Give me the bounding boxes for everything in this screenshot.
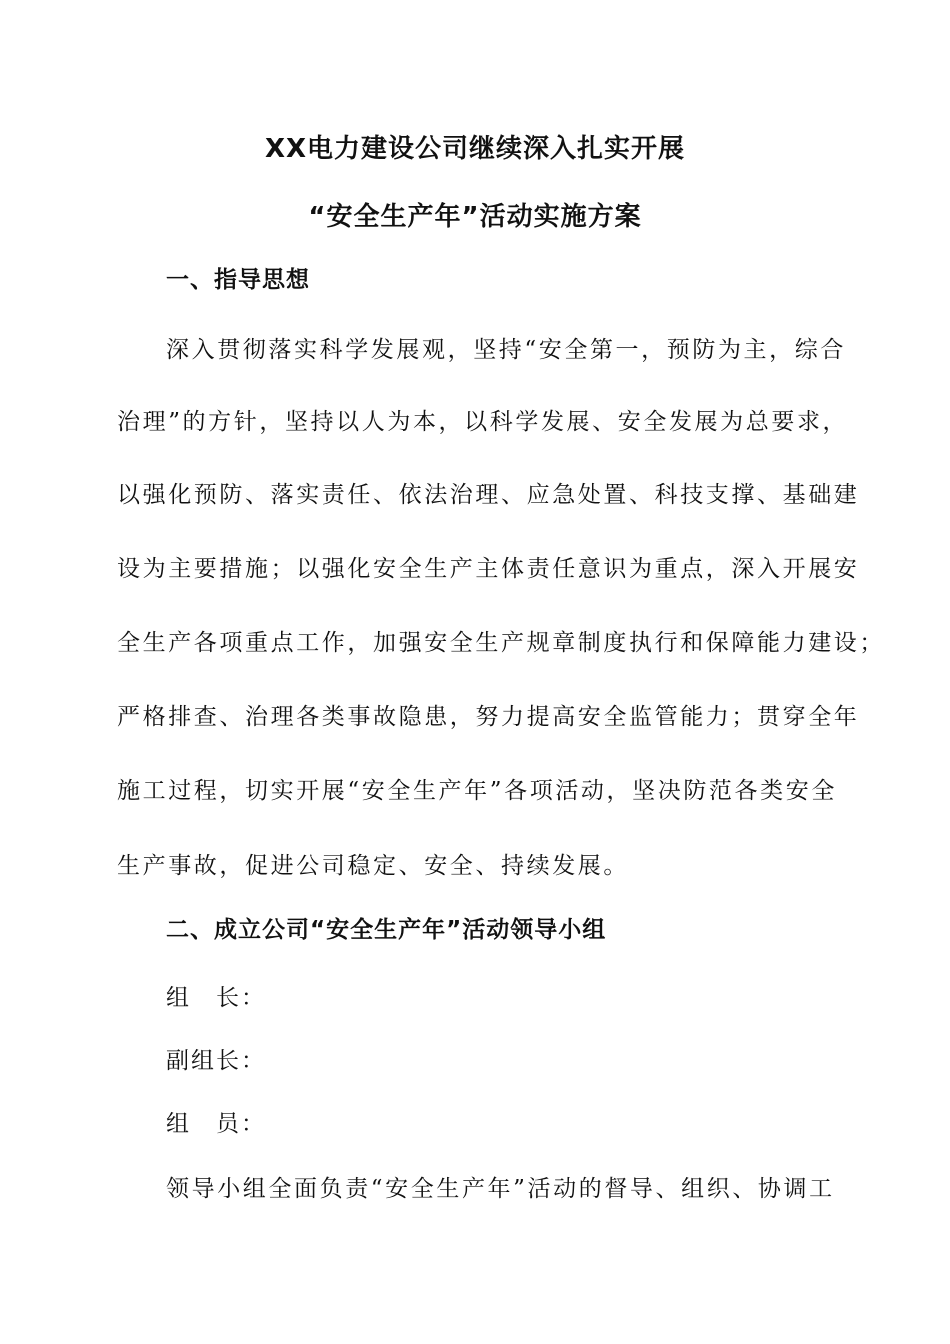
group-leader-line: 组 长： <box>166 985 266 1011</box>
paragraph-line: 生产事故，促进公司稳定、安全、持续发展。 <box>117 853 629 879</box>
section-heading-guiding-ideology: 一、指导思想 <box>166 267 310 293</box>
paragraph-line: 严格排查、治理各类事故隐患，努力提高安全监管能力；贯穿全年 <box>117 704 860 730</box>
deputy-leader-line: 副组长： <box>166 1048 266 1074</box>
paragraph-line: 设为主要措施；以强化安全生产主体责任意识为重点，深入开展安 <box>117 556 860 582</box>
paragraph-line: 施工过程，切实开展“安全生产年”各项活动，坚决防范各类安全 <box>117 778 837 804</box>
paragraph-line: 治理”的方针，坚持以人为本，以科学发展、安全发展为总要求， <box>117 409 849 435</box>
document-title-line-2: “安全生产年”活动实施方案 <box>308 202 642 232</box>
paragraph-line: 全生产各项重点工作，加强安全生产规章制度执行和保障能力建设； <box>117 630 885 656</box>
group-members-line: 组 员： <box>166 1111 266 1137</box>
document-title-line-1: XX电力建设公司继续深入扎实开展 <box>264 134 686 164</box>
paragraph-line: 以强化预防、落实责任、依法治理、应急处置、科技支撑、基础建 <box>117 482 860 508</box>
section-heading-leading-group: 二、成立公司“安全生产年”活动领导小组 <box>166 917 607 943</box>
paragraph-line: 深入贯彻落实科学发展观，坚持“安全第一，预防为主，综合 <box>166 337 846 363</box>
paragraph-line: 领导小组全面负责“安全生产年”活动的督导、组织、协调工 <box>166 1176 835 1202</box>
